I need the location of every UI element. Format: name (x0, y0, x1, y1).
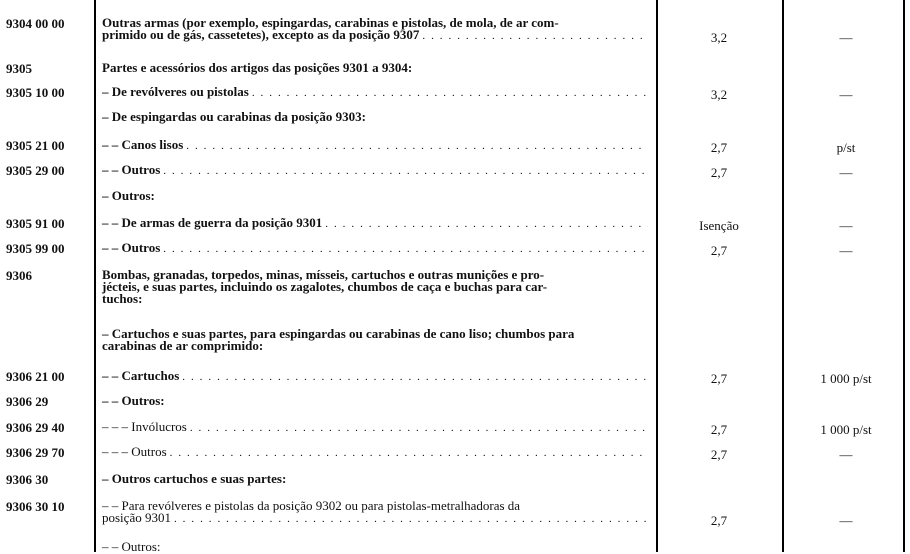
description (102, 500, 648, 525)
duty-rate: 2,7 (710, 422, 728, 437)
supplementary-unit: 1 000 p/st (820, 371, 872, 386)
duty-rate: 2,7 (710, 447, 728, 462)
description-line: – – – Outros (102, 444, 167, 459)
description-line: – – Para revólveres e pistolas da posição 9302 ou para pistolas-metralhadoras da (102, 498, 521, 513)
description (102, 421, 648, 434)
description-line: – – Outros: (102, 393, 165, 408)
dot-leader (190, 422, 648, 434)
description (102, 446, 648, 459)
description-line: – – Outros (102, 162, 161, 177)
duty-rate: Isenção (699, 218, 739, 233)
description-line: carabinas de ar comprimido: (102, 338, 264, 353)
supplementary-unit: — (839, 513, 853, 528)
description (102, 370, 648, 383)
tariff-code: 9305 99 00 (6, 241, 65, 256)
description-line: – Outros: (102, 188, 155, 203)
tariff-code: 9305 21 00 (6, 138, 65, 153)
supplementary-unit: — (839, 165, 853, 180)
supplementary-unit: — (839, 447, 853, 462)
column-divider-right (903, 0, 905, 552)
tariff-code: 9306 29 40 (6, 420, 65, 435)
description-line: Partes e acessórios dos artigos das posições 9301 a 9304: (102, 60, 413, 75)
duty-rate: 2,7 (710, 371, 728, 386)
supplementary-unit: p/st (836, 140, 856, 155)
description-line: – De revólveres ou pistolas (102, 84, 249, 99)
description (102, 217, 648, 230)
description (102, 86, 648, 99)
duty-rate: 3,2 (710, 30, 728, 45)
dot-leader (186, 140, 648, 152)
duty-rate: 2,7 (710, 140, 728, 155)
dot-leader (163, 243, 648, 255)
column-divider-desc-rate (656, 0, 658, 552)
supplementary-unit: — (839, 87, 853, 102)
supplementary-unit: 1 000 p/st (820, 422, 872, 437)
description (102, 541, 648, 553)
description (102, 17, 648, 42)
column-divider-rate-suppl (782, 0, 784, 552)
dot-leader (325, 218, 648, 230)
duty-rate: 2,7 (710, 243, 728, 258)
description-line: – Cartuchos e suas partes, para espingardas ou carabinas de cano liso; chumbos para (102, 326, 575, 341)
description (102, 395, 648, 407)
supplementary-unit: — (839, 218, 853, 233)
tariff-code: 9304 00 00 (6, 16, 65, 31)
description (102, 62, 648, 74)
tariff-code: 9306 30 10 (6, 499, 65, 514)
description-line: Outras armas (por exemplo, espingardas, carabinas e pistolas, de mola, de ar com- (102, 15, 559, 30)
tariff-code: 9306 30 (6, 472, 49, 487)
description-line: primido ou de gás, cassetetes), excepto as da posição 9307 (102, 27, 420, 42)
dot-leader (422, 30, 648, 42)
tariff-code: 9306 29 70 (6, 445, 65, 460)
tariff-code: 9306 29 (6, 394, 49, 409)
description (102, 111, 648, 123)
tariff-code: 9306 21 00 (6, 369, 65, 384)
description-line: – Outros cartuchos e suas partes: (102, 471, 287, 486)
tariff-code: 9305 29 00 (6, 163, 65, 178)
description-line: posição 9301 (102, 510, 171, 525)
tariff-code: 9305 91 00 (6, 216, 65, 231)
description-line: – – Outros: (102, 539, 161, 554)
dot-leader (182, 371, 648, 383)
dot-leader (174, 513, 648, 525)
description-line: – – Outros (102, 240, 161, 255)
description-line: tuchos: (102, 291, 143, 306)
duty-rate: 2,7 (710, 513, 728, 528)
description-line: Bombas, granadas, torpedos, minas, mísseis, cartuchos e outras munições e pro- (102, 267, 545, 282)
description (102, 164, 648, 177)
description (102, 242, 648, 255)
dot-leader (163, 165, 648, 177)
duty-rate: 2,7 (710, 165, 728, 180)
description-line: – – Canos lisos (102, 137, 184, 152)
description-line: – De espingardas ou carabinas da posição 9303: (102, 109, 366, 124)
dot-leader (170, 447, 648, 459)
description (102, 269, 648, 305)
description (102, 473, 648, 485)
tariff-code: 9305 (6, 61, 32, 76)
description-line: – – – Invólucros (102, 419, 187, 434)
description-line: – – Cartuchos (102, 368, 180, 383)
dot-leader (252, 87, 648, 99)
description (102, 139, 648, 152)
column-divider-code-desc (94, 0, 96, 552)
tariff-code: 9305 10 00 (6, 85, 65, 100)
supplementary-unit: — (839, 243, 853, 258)
description (102, 190, 648, 202)
supplementary-unit: — (839, 30, 853, 45)
description-line: jécteis, e suas partes, incluindo os zagalotes, chumbos de caça e buchas para car- (102, 279, 548, 294)
description-line: – – De armas de guerra da posição 9301 (102, 215, 323, 230)
tariff-code: 9306 (6, 268, 32, 283)
duty-rate: 3,2 (710, 87, 728, 102)
description (102, 328, 648, 352)
